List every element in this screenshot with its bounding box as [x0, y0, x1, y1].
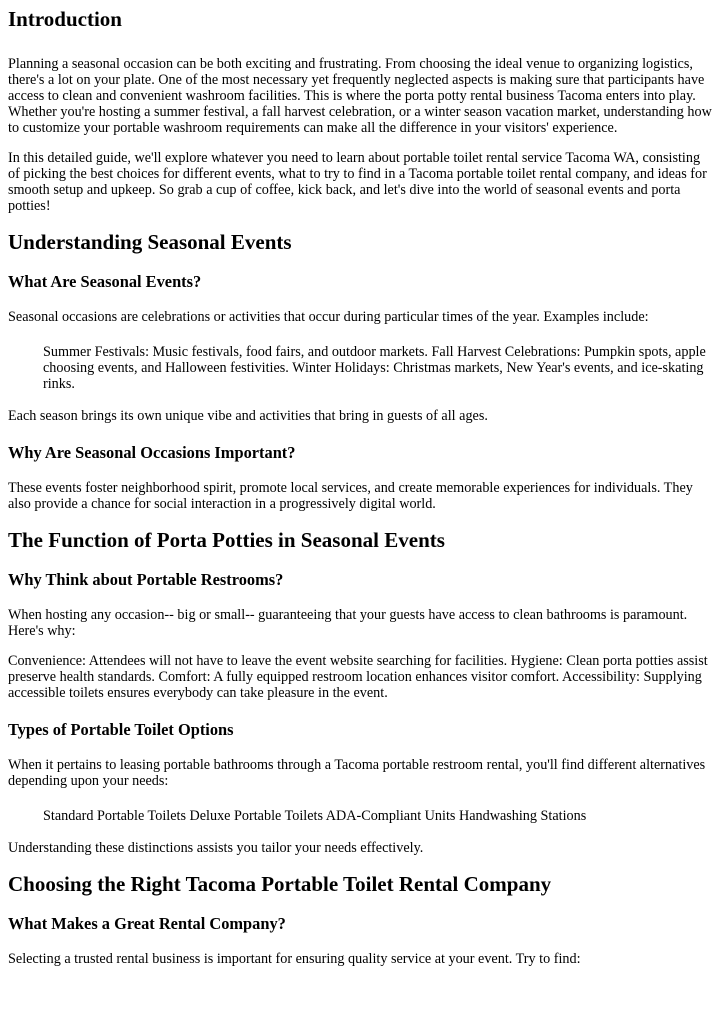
heading-introduction: Introduction: [8, 7, 122, 31]
heading-what-are-seasonal-events: What Are Seasonal Events?: [8, 272, 202, 291]
intro-paragraph-1: Planning a seasonal occasion can be both exciting and frustrating. From choosing the ideal venue to organizing logistics, there's a lot on your plate. One of the most necessary yet frequently neglected aspects is making sure that participants have access to clean and convenient washroom facilities. This is where the porta potty rental business Tacoma enters into play. Whether you're hosting a summer festival, a fall harvest celebration, or a winter season vacation market, understanding how to customize your portable washroom requirements can make all the difference in your visitors' experience.: [8, 56, 712, 136]
heading-function-of-porta-potties: The Function of Porta Potties in Seasonal Events: [8, 528, 445, 552]
seasonal-paragraph-2: Each season brings its own unique vibe and activities that bring in guests of all ages.: [8, 408, 488, 424]
seasonal-examples-quote: Summer Festivals: Music festivals, food fairs, and outdoor markets. Fall Harvest Celebrations: Pumpkin spots, apple choosing events, and Halloween festivities. Winter Holidays: Christmas markets, New Year's events, and ice-skating rinks.: [43, 344, 706, 392]
restrooms-paragraph-1: When hosting any occasion-- big or small-- guaranteeing that your guests have access to clean bathrooms is paramount. Here's why:: [8, 607, 688, 639]
why-seasonal-paragraph: These events foster neighborhood spirit, promote local services, and create memorable experiences for individuals. They also provide a chance for social interaction in a progressively digital world.: [8, 480, 693, 512]
types-paragraph: When it pertains to leasing portable bathrooms through a Tacoma portable restroom rental, you'll find different alternatives depending upon your needs:: [8, 757, 706, 789]
heading-types-of-toilet-options: Types of Portable Toilet Options: [8, 720, 234, 739]
great-company-paragraph: Selecting a trusted rental business is important for ensuring quality service at your event. Try to find:: [8, 951, 581, 967]
types-paragraph-2: Understanding these distinctions assists you tailor your needs effectively.: [8, 840, 424, 856]
heading-great-rental-company: What Makes a Great Rental Company?: [8, 914, 286, 933]
intro-paragraph-2: In this detailed guide, we'll explore whatever you need to learn about portable toilet rental service Tacoma WA, consisting of picking the best choices for different events, what to try to find in a Tacoma portable toilet rental company, and ideas for smooth setup and upkeep. So grab a cup of coffee, kick back, and let's dive into the world of seasonal events and porta potties!: [8, 150, 707, 214]
heading-why-seasonal-occasions-important: Why Are Seasonal Occasions Important?: [8, 443, 296, 462]
heading-understanding-seasonal-events: Understanding Seasonal Events: [8, 230, 292, 254]
heading-why-portable-restrooms: Why Think about Portable Restrooms?: [8, 570, 284, 589]
types-quote: Standard Portable Toilets Deluxe Portable Toilets ADA-Compliant Units Handwashing Stations: [43, 808, 587, 824]
heading-choosing-rental-company: Choosing the Right Tacoma Portable Toilet Rental Company: [8, 872, 552, 896]
restrooms-paragraph-2: Convenience: Attendees will not have to leave the event website searching for facilities. Hygiene: Clean porta potties assist preserve health standards. Comfort: A fully equipped restroom location enhances visitor comfort. Accessibility: Supplying accessible toilets ensures everybody can take pleasure in the event.: [8, 653, 708, 701]
seasonal-paragraph: Seasonal occasions are celebrations or activities that occur during particular times of the year. Examples include:: [8, 309, 649, 325]
